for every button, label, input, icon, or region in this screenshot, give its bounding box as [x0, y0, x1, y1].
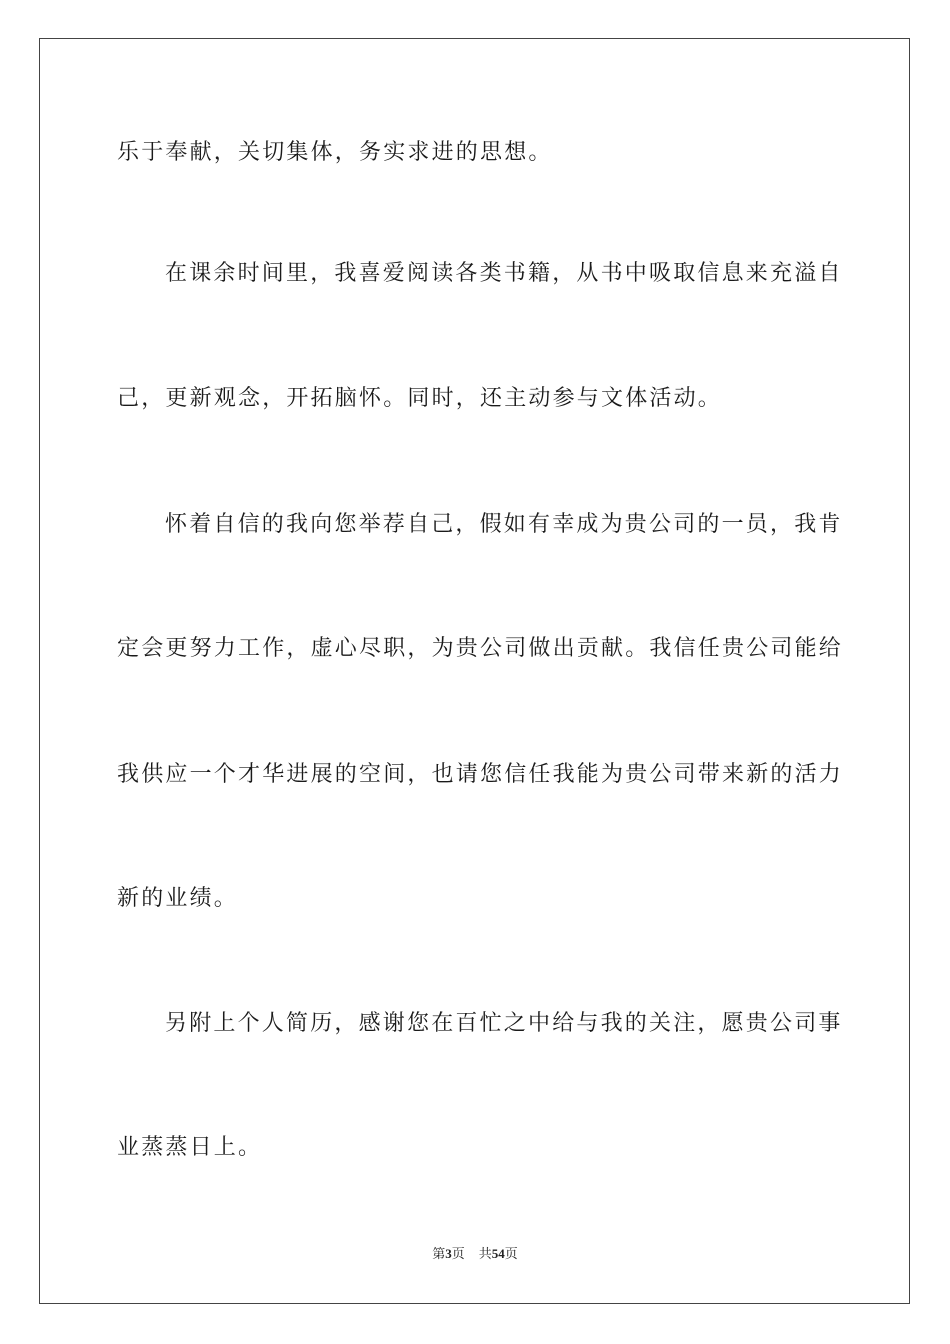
footer-page-prefix: 第 [432, 1246, 446, 1261]
paragraph-line-2: 在课余时间里，我喜爱阅读各类书籍，从书中吸取信息来充溢自 [165, 261, 843, 286]
paragraph-line-7: 新的业绩。 [117, 886, 239, 911]
paragraph-line-9: 业蒸蒸日上。 [117, 1135, 263, 1160]
footer-total-pages: 54 [491, 1246, 505, 1261]
footer-total-suffix: 页 [504, 1246, 518, 1261]
paragraph-line-1: 乐于奉献，关切集体，务实求进的思想。 [117, 140, 553, 165]
paragraph-line-4: 怀着自信的我向您举荐自己，假如有幸成为贵公司的一员，我肯 [165, 512, 843, 537]
paragraph-line-3: 己，更新观念，开拓脑怀。同时，还主动参与文体活动。 [117, 386, 723, 411]
page-border [39, 38, 910, 1304]
paragraph-line-5: 定会更努力工作，虚心尽职，为贵公司做出贡献。我信任贵公司能给 [117, 636, 844, 661]
paragraph-line-6: 我供应一个才华进展的空间，也请您信任我能为贵公司带来新的活力 [117, 762, 844, 787]
footer-page-number: 3 [445, 1246, 452, 1261]
footer-page-suffix: 页 [451, 1246, 465, 1261]
paragraph-line-8: 另附上个人简历，感谢您在百忙之中给与我的关注，愿贵公司事 [165, 1011, 843, 1036]
page-footer [0, 1245, 950, 1263]
footer-total-prefix: 共 [478, 1246, 492, 1261]
